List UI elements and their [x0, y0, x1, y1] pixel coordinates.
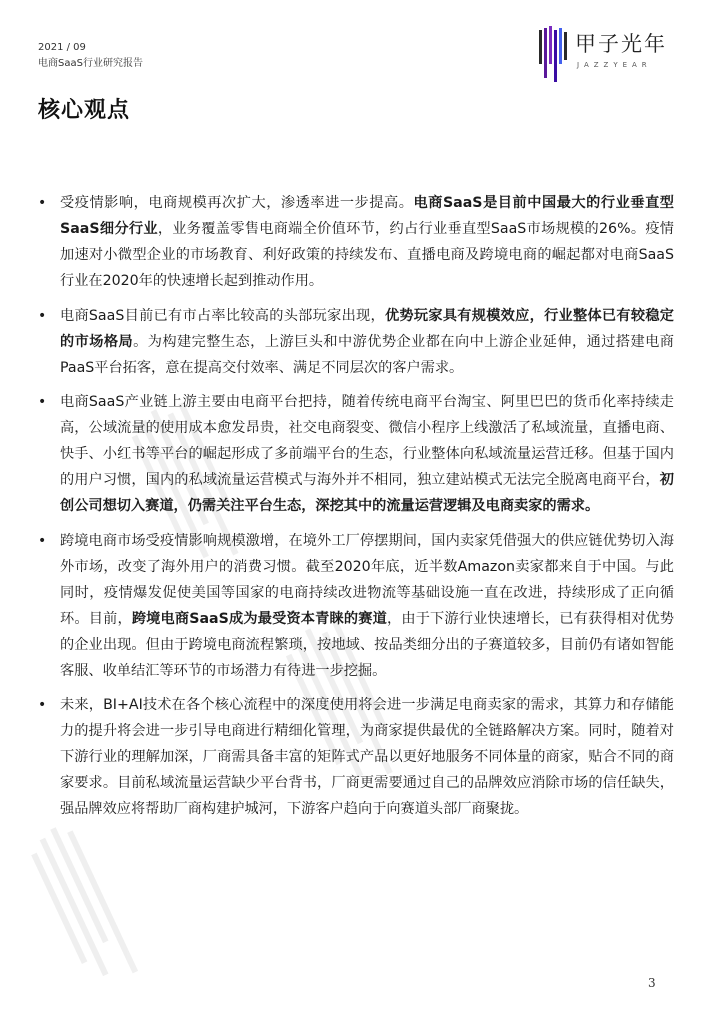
- page-number: 3: [648, 976, 656, 990]
- point-highlight: 优势玩家具有规模效应，行业整体已有较稳定的市场格局: [60, 307, 674, 350]
- logo-name: 甲子光年: [575, 32, 667, 56]
- logo-bar: [554, 30, 557, 82]
- point-text: [60, 195, 674, 289]
- point-segment: 未来，BI+AI技术在各个核心流程中的深度使用将会进一步满足电商卖家的需求，其算力和存储能力的提升将会进一步引导电商进行精细化管理，为商家提供最优的全链路解决方案。同时，随着对下游行业的理解加深，厂商需具备丰富的矩阵式产品以更好地服务不同体量的商家，贴合不同的商家要求。目前私域流量运营缺少平台背书，厂商更需要通过自己的品牌效应消除市场的信任缺失，强品牌效应将帮助厂商构建护城河，下游客户趋向于向赛道头部厂商聚拢。: [60, 697, 674, 817]
- report-date: 2021 / 09: [38, 42, 86, 53]
- bullet-icon: •: [38, 532, 47, 549]
- key-points-list: [38, 190, 674, 831]
- key-point: [38, 389, 674, 519]
- bullet-icon: •: [38, 394, 47, 410]
- header-meta: [38, 40, 143, 72]
- bullet-icon: •: [38, 697, 47, 713]
- point-segment: 电商SaaS产业链上游主要由电商平台把持，随着传统电商平台淘宝、阿里巴巴的货币化率持续走高，公域流量的使用成本愈发昂贵，社交电商裂变、微信小程序上线激活了私域流量，直播电商、快手、小红书等平台的崛起形成了多前端平台的生态，行业整体向私域流量运营迁移。但基于国内的用户习惯，国内的私域流量运营模式与海外并不相同，独立建站模式无法完全脱离电商平台，: [60, 394, 674, 488]
- key-point: [38, 528, 674, 684]
- point-highlight: 跨境电商SaaS成为最受资本青睐的赛道: [131, 610, 387, 627]
- logo-subtitle: JAZZYEAR: [577, 61, 652, 69]
- point-text: [60, 308, 674, 376]
- point-text: [60, 533, 674, 679]
- point-highlight: 电商SaaS是目前中国最大的行业垂直型SaaS细分行业: [60, 195, 674, 237]
- point-segment: ，由于下游行业快速增长，已有获得相对优势的企业出现。但由于跨境电商流程繁琐，按地域、按品类细分出的子赛道较多，目前仍有诸如智能客服、收单结汇等环节的市场潜力有待进一步挖掘。: [60, 610, 674, 679]
- logo-bar: [549, 26, 552, 64]
- report-name: 电商SaaS行业研究报告: [38, 58, 143, 69]
- key-point: [38, 190, 674, 294]
- point-text: [60, 697, 674, 817]
- logo-bar: [544, 28, 547, 78]
- point-segment: ，业务覆盖零售电商端全价值环节，约占行业垂直型SaaS市场规模的26%。疫情加速对小微型企业的市场教育、利好政策的持续发布、直播电商及跨境电商的崛起都对电商SaaS行业在2020年的快速增长起到推动作用。: [60, 221, 674, 289]
- point-highlight: 初创公司想切入赛道，仍需关注平台生态，深挖其中的流量运营逻辑及电商卖家的需求。: [60, 472, 674, 514]
- bullet-icon: •: [38, 307, 47, 324]
- point-text: [60, 394, 674, 514]
- logo-bars-icon: [537, 24, 571, 84]
- point-segment: 跨境电商市场受疫情影响规模激增，在境外工厂停摆期间，国内卖家凭借强大的供应链优势切入海外市场，改变了海外用户的消费习惯。截至2020年底，近半数Amazon卖家都来自于中国。与此同时，疫情爆发促使美国等国家的电商持续改进物流等基础设施一直在改进，持续形成了正向循环。目前，: [60, 532, 674, 627]
- point-segment: 电商SaaS目前已有市占率比较高的头部玩家出现，: [60, 307, 385, 324]
- key-point: [38, 303, 674, 381]
- logo-bar: [539, 30, 542, 64]
- page-title: 核心观点: [38, 98, 131, 123]
- key-point: [38, 692, 674, 822]
- point-segment: 。为构建完整生态，上游巨头和中游优势企业都在向中上游企业延伸，通过搭建电商PaaS平台拓客，意在提高交付效率、满足不同层次的客户需求。: [60, 333, 674, 376]
- logo-bar: [559, 28, 562, 64]
- logo-bar: [564, 32, 567, 60]
- point-segment: 受疫情影响，电商规模再次扩大，渗透率进一步提高。: [60, 195, 414, 211]
- bullet-icon: •: [38, 195, 47, 211]
- company-logo: [537, 24, 677, 84]
